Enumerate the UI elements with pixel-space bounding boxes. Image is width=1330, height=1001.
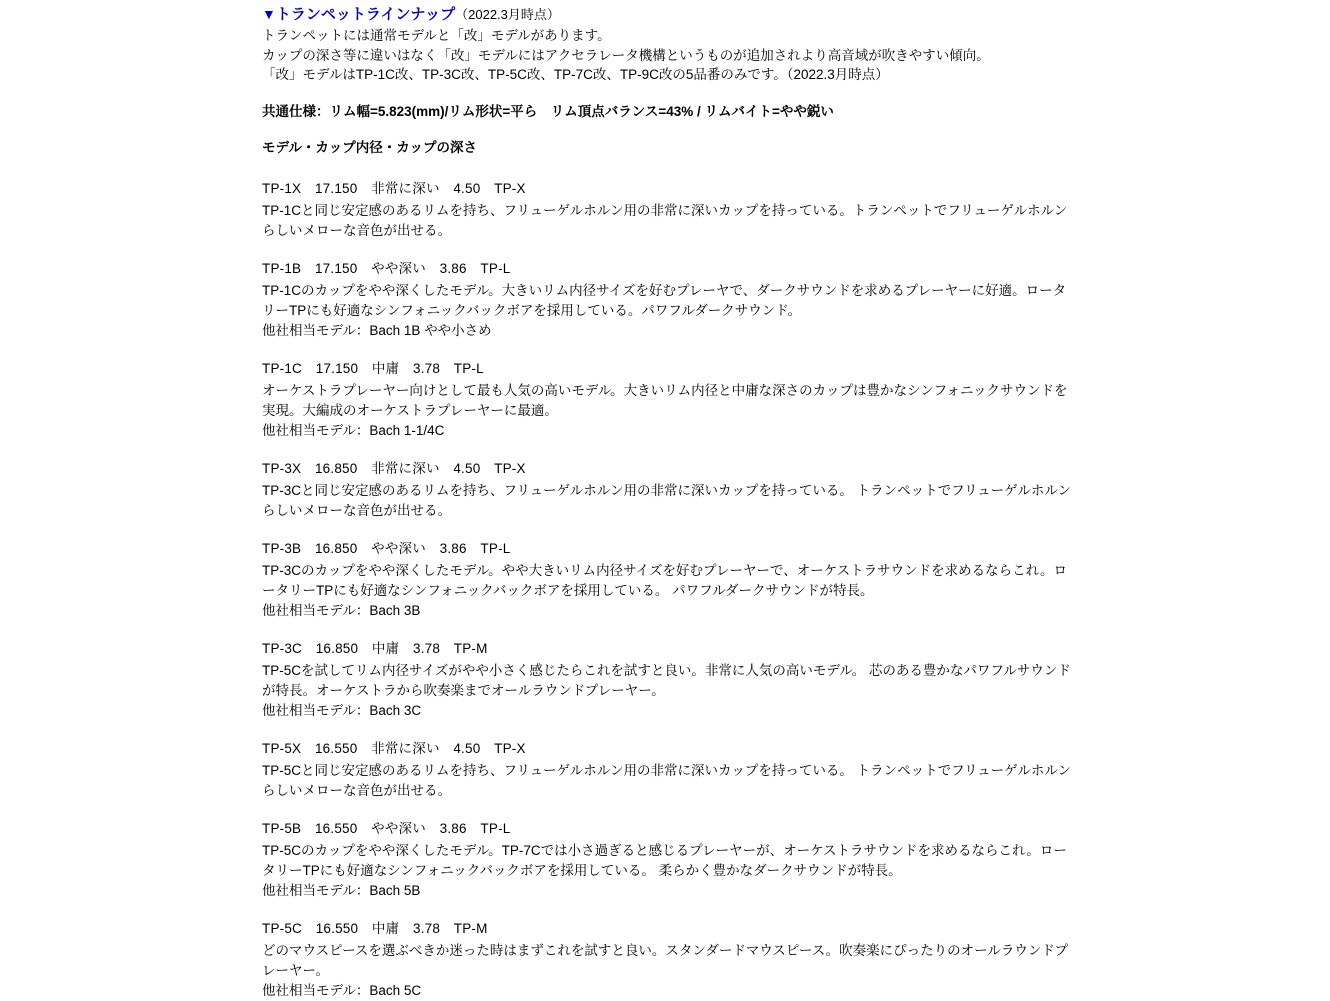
- model-description: どのマウスピースを選ぶべきか迷った時はまずこれを試すと良い。スタンダードマウスピース。吹奏楽にぴったりのオールラウンドプレーヤー。: [262, 942, 1068, 978]
- page-title-date: （2022.3月時点）: [455, 7, 560, 22]
- model-equivalent: 他社相当モデル：Bach 3B: [262, 602, 421, 618]
- model-title: TP-1X 17.150 非常に深い 4.50 TP-X: [262, 180, 526, 196]
- intro-line-2: カップの深さ等に違いはなく「改」モデルにはアクセラレータ機構というものが追加されより高音域が吹きやすい傾向。: [262, 47, 990, 63]
- model-equivalent: 他社相当モデル：Bach 5B: [262, 882, 421, 898]
- list-item: [262, 539, 1072, 621]
- intro-line-3: 「改」モデルはTP-1C改、TP-3C改、TP-5C改、TP-7C改、TP-9C改の5品番のみです。（2022.3月時点）: [262, 67, 889, 82]
- list-item: [262, 919, 1072, 1001]
- column-header: モデル・カップ内径・カップの深さ: [262, 139, 478, 155]
- model-description: TP-3Cのカップをやや深くしたモデル。やや大きいリム内径サイズを好むプレーヤーで、オーケストラサウンドを求めるならこれ。ロータリーTPにも好適なシンフォニックバックボアを採用している。 パワフルダークサウンドが特長。: [262, 562, 1067, 598]
- list-item: [262, 639, 1072, 721]
- model-title: TP-5X 16.550 非常に深い 4.50 TP-X: [262, 740, 526, 756]
- spacer: [262, 157, 1072, 179]
- model-equivalent: 他社相当モデル：Bach 5C: [262, 982, 422, 998]
- model-title: TP-1B 17.150 やや深い 3.86 TP-L: [262, 260, 511, 276]
- model-equivalent: 他社相当モデル：Bach 3C: [262, 702, 422, 718]
- page-title-text: トランペットラインナップ: [275, 6, 456, 23]
- model-description: TP-1Cのカップをやや深くしたモデル。大きいリム内径サイズを好むプレーヤで、ダークサウンドを求めるプレーヤーに好適。ロータリーTPにも好適なシンフォニックバックボアを採用している。パワフルダークサウンド。: [262, 282, 1067, 318]
- list-item: [262, 819, 1072, 901]
- triangle-bullet-icon: ▼: [262, 6, 276, 22]
- list-item: [262, 259, 1072, 341]
- spacer: [262, 85, 1072, 102]
- model-description: TP-5Cのカップをやや深くしたモデル。TP-7Cでは小さ過ぎると感じるプレーヤーが、オーケストラサウンドを求めるならこれ。ロータリーTPにも好適なシンフォニックバックボアを採用している。 柔らかく豊かなダークサウンドが特長。: [262, 842, 1067, 878]
- model-description: TP-3Cと同じ安定感のあるリムを持ち、フリューゲルホルン用の非常に深いカップを持っている。 トランペットでフリューゲルホルンらしいメローな音色が出せる。: [262, 482, 1072, 518]
- page-title: [262, 4, 1072, 25]
- list-item: [262, 359, 1072, 441]
- model-equivalent: 他社相当モデル：Bach 1-1/4C: [262, 422, 445, 438]
- model-title: TP-3X 16.850 非常に深い 4.50 TP-X: [262, 460, 526, 476]
- model-description: TP-5Cを試してリム内径サイズがやや小さく感じたらこれを試すと良い。非常に人気の高いモデル。 芯のある豊かなパワフルサウンドが特長。オーケストラから吹奏楽までオールラウンドプレーヤー。: [262, 662, 1071, 698]
- model-description: TP-1Cと同じ安定感のあるリムを持ち、フリューゲルホルン用の非常に深いカップを持っている。トランペットでフリューゲルホルンらしいメローな音色が出せる。: [262, 202, 1068, 238]
- model-equivalent: 他社相当モデル：Bach 1B やや小さめ: [262, 322, 492, 338]
- model-title: TP-3B 16.850 やや深い 3.86 TP-L: [262, 540, 511, 556]
- spacer: [262, 121, 1072, 138]
- intro-paragraph: [262, 26, 1072, 85]
- intro-line-1: トランペットには通常モデルと「改」モデルがあります。: [262, 28, 611, 43]
- model-title: TP-3C 16.850 中庸 3.78 TP-M: [262, 640, 488, 656]
- document-content: [262, 4, 1072, 1001]
- model-description: オーケストラプレーヤー向けとして最も人気の高いモデル。大きいリム内径と中庸な深さのカップは豊かなシンフォニックサウンドを実現。大編成のオーケストラプレーヤーに最適。: [262, 382, 1068, 418]
- common-spec-line: 共通仕様：リム幅=5.823(mm)/リム形状=平ら リム頂点バランス=43% / リムバイト=やや鋭い: [262, 103, 834, 119]
- model-description: TP-5Cと同じ安定感のあるリムを持ち、フリューゲルホルン用の非常に深いカップを持っている。 トランペットでフリューゲルホルンらしいメローな音色が出せる。: [262, 762, 1072, 798]
- list-item: [262, 739, 1072, 801]
- list-item: [262, 459, 1072, 521]
- list-item: [262, 179, 1072, 241]
- model-title: TP-5B 16.550 やや深い 3.86 TP-L: [262, 820, 511, 836]
- model-title: TP-5C 16.550 中庸 3.78 TP-M: [262, 920, 488, 936]
- model-title: TP-1C 17.150 中庸 3.78 TP-L: [262, 360, 484, 376]
